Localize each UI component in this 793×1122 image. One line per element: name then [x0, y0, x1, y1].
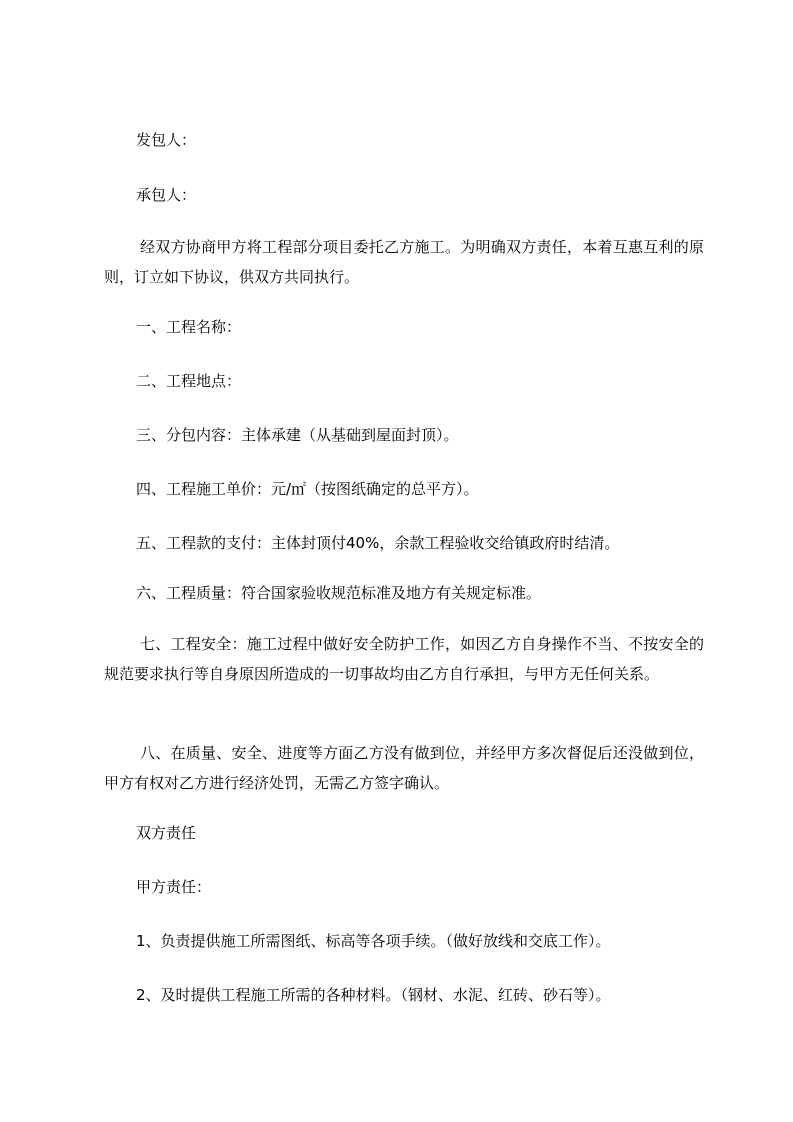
party-a-responsibilities-heading: 甲方责任：	[136, 878, 212, 896]
party-a-label: 发包人：	[136, 131, 197, 149]
party-a-item: 2、及时提供工程施工所需的各种材料。（钢材、水泥、红砖、砂石等）。	[136, 986, 611, 1004]
party-b-label: 承包人：	[136, 186, 197, 204]
clause-subcontract-scope: 三、分包内容：主体承建（从基础到屋面封顶）。	[136, 426, 459, 444]
clause-project-name: 一、工程名称：	[136, 318, 242, 336]
clause-quality: 六、工程质量：符合国家验收规范标准及地方有关规定标准。	[136, 584, 542, 602]
party-a-item: 1、负责提供施工所需图纸、标高等各项手续。（做好放线和交底工作）。	[136, 932, 611, 950]
clause-payment: 五、工程款的支付：主体封顶付40%，余款工程验收交给镇政府时结清。	[136, 534, 620, 552]
responsibilities-heading: 双方责任	[136, 824, 197, 842]
clause-project-location: 二、工程地点：	[136, 372, 242, 390]
clause-safety: 七、工程安全：施工过程中做好安全防护工作，如因乙方自身操作不当、不按安全的规范要求执行等自身原因所造成的一切事故均由乙方自行承担，与甲方无任何关系。	[104, 635, 704, 683]
clause-penalty: 八、在质量、安全、进度等方面乙方没有做到位，并经甲方多次督促后还没做到位，甲方有权对乙方进行经济处罚，无需乙方签字确认。	[104, 744, 704, 792]
clause-unit-price: 四、工程施工单价：元/㎡（按图纸确定的总平方）。	[136, 480, 479, 498]
intro-paragraph: 经双方协商甲方将工程部分项目委托乙方施工。为明确双方责任，本着互惠互利的原则，订立如下协议，供双方共同执行。	[104, 238, 704, 286]
